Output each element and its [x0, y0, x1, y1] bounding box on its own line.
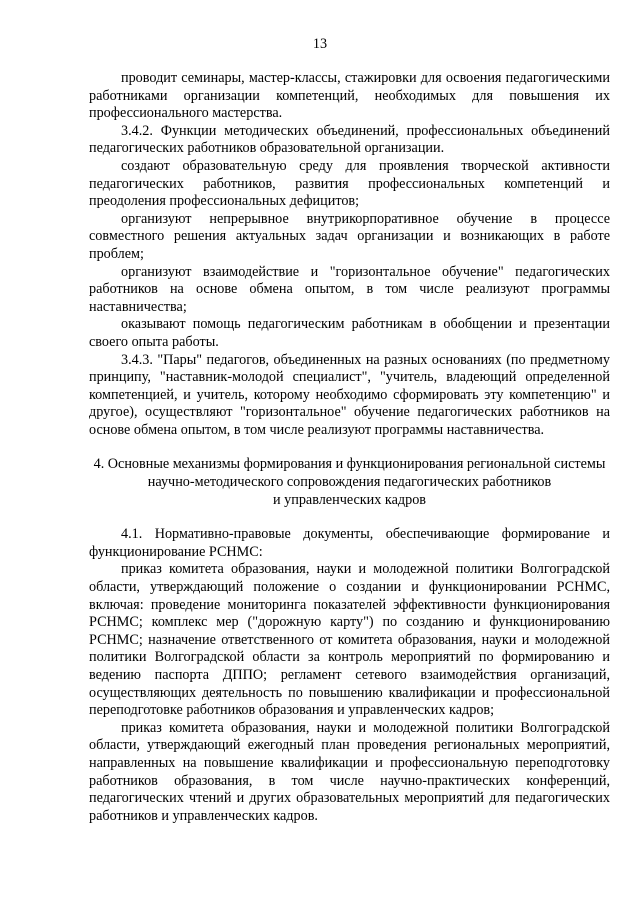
section-heading-line-1: 4. Основные механизмы формирования и функционирования региональной системы	[93, 456, 606, 473]
paragraph-seminars: проводит семинары, мастер-классы, стажировки для освоения педагогическими работниками организации компетенций, необходимых для повышения их профессионального мастерства.	[89, 70, 610, 122]
document-body	[89, 70, 610, 825]
paragraph-educational-environment: создают образовательную среду для проявления творческой активности педагогических работников, развития профессиональных компетенций и преодоления профессиональных дефицитов;	[89, 157, 610, 210]
paragraph-3-4-2: 3.4.2. Функции методических объединений, профессиональных объединений педагогических работников образовательной организации.	[89, 122, 610, 157]
section-heading	[89, 456, 610, 509]
section-heading-line-2: научно-методического сопровождения педагогических работников	[147, 474, 552, 491]
paragraph-4-1: 4.1. Нормативно-правовые документы, обеспечивающие формирование и функционирование РСНМС:	[89, 526, 610, 560]
section-heading-line-3: и управленческих кадров	[273, 491, 426, 508]
page-number: 13	[312, 36, 328, 52]
paragraph-order-annual-plan: приказ комитета образования, науки и молодежной политики Волгоградской области, утверждающий ежегодный план проведения региональных мероприятий, направленных на повышение квалификации и профессиональную переподготовку работников образования, в том числе научно-практических конференций, педагогических чтений и других образовательных мероприятий для педагогических работников и управленческих кадров.	[89, 719, 610, 824]
paragraph-3-4-3: 3.4.3. "Пары" педагогов, объединенных на разных основаниях (по предметному принципу, "наставник-молодой специалист", "учитель, владеющий определенной компетенцией, и учитель, которому необходимо сформировать эту компетенцию" и другое), осуществляют "горизонтальное" обучение педагогических работников на основе обмена опытом, в том числе реализуют программы наставничества.	[89, 351, 610, 438]
paragraph-assistance: оказывают помощь педагогическим работникам в обобщении и презентации своего опыта работы.	[89, 316, 610, 350]
paragraph-horizontal-learning: организуют взаимодействие и "горизонтальное обучение" педагогических работников на основе обмена опытом, в том числе реализуют программы наставничества;	[89, 263, 610, 315]
paragraph-continuous-training: организуют непрерывное внутрикорпоративное обучение в процессе совместного решения актуальных задач организации и возникающих в работе проблем;	[89, 210, 610, 262]
paragraph-order-regulation: приказ комитета образования, науки и молодежной политики Волгоградской области, утверждающий положение о создании и функционировании РСНМС, включая: проведение мониторинга показателей эффективности функционирования РСНМС; комплекс мер ("дорожную карту") по созданию и функционированию РСНМС; назначение ответственного от комитета образования, науки и молодежной политики Волгоградской области за контроль мероприятий по формированию и ведению паспорта ДППО; регламент сетевого взаимодействия организаций, осуществляющих деятельность по повышению квалификации и профессиональной переподготовке работников образования и управленческих кадров;	[89, 561, 610, 719]
